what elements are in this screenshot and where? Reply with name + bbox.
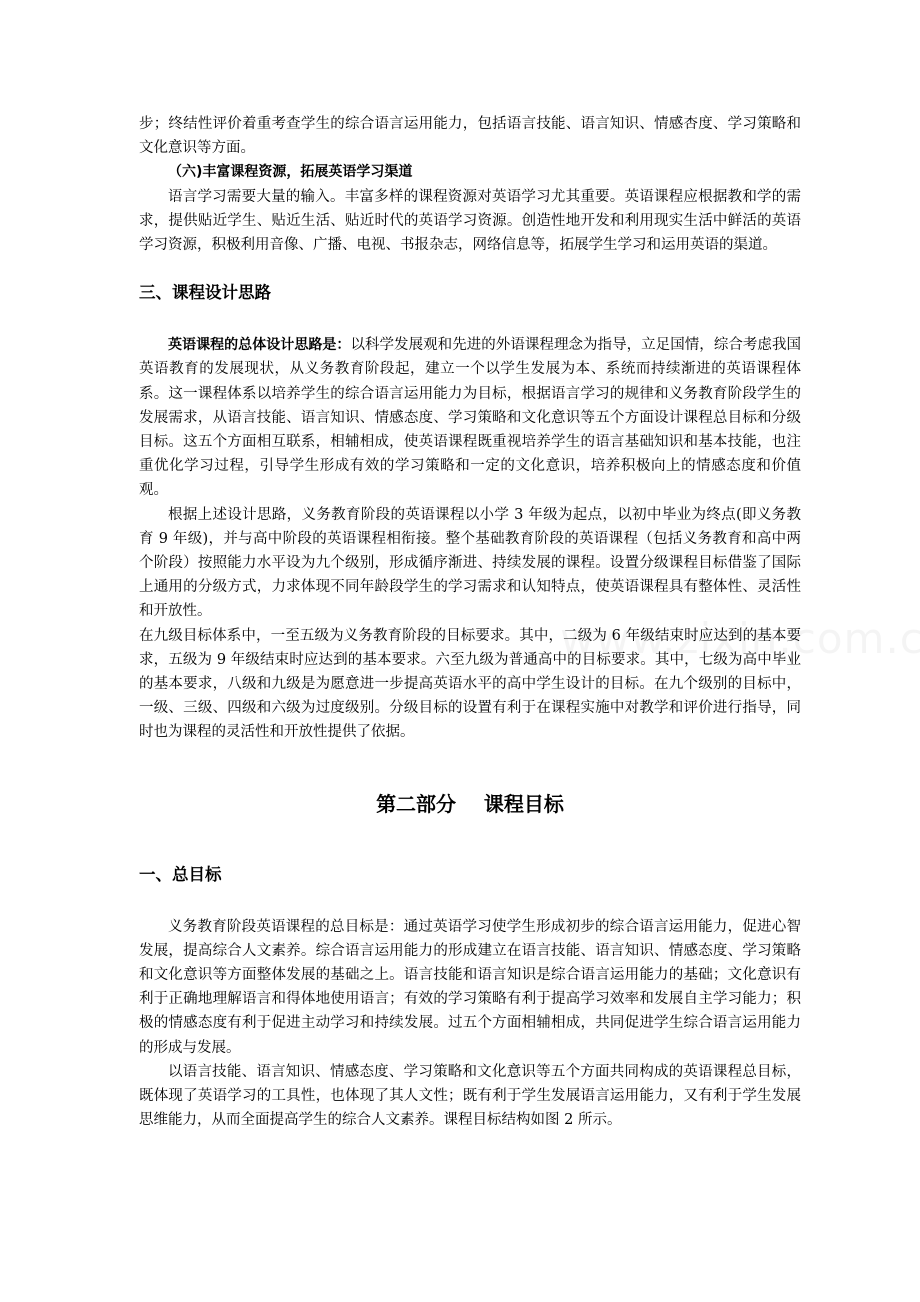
- paragraph-nine-levels: 在九级目标体系中，一至五级为义务教育阶段的目标要求。其中，二级为 6 年级结束时应达到的基本要求，五级为 9 年级结束时应达到的基本要求。六至九级为普通高中的目标要求。其中，七级为高中毕业的基本要求，八级和九级是为愿意进一步提高英语水平的高中学生设计的目标。在九个级别的目标中，一级、三级、四级和六级为过度级别。分级目标的设置有利于在课程实施中对教学和评价进行指导，同时也为课程的灵活性和开放性提供了依据。: [139, 627, 801, 741]
- section-heading-general-goal: 一、总目标: [139, 864, 222, 884]
- document-body: [139, 112, 801, 1133]
- subheading-six: [139, 160, 801, 184]
- section-heading-design: 三、课程设计思路: [139, 283, 271, 303]
- paragraph-goal-structure: 以语言技能、语言知识、情感态度、学习策略和文化意识等五个方面共同构成的英语课程总目标，既体现了英语学习的工具性，也体现了其人文性；既有利于学生发展语言运用能力，又有利于学生发展思维能力，从而全面提高学生的综合人文素养。课程目标结构如图 2 所示。: [139, 1063, 801, 1129]
- design-lead-bold: 英语课程的总体设计思路是：: [168, 337, 351, 354]
- design-lead-rest: 以科学发展观和先进的外语课程理念为指导，立足国情，综合考虑我国英语教育的发展现状，从义务教育阶段起，建立一个以学生发展为本、系统而持续渐进的英语课程体系。这一课程体系以培养学生的综合语言运用能力为目标，根据语言学习的规律和义务教育阶段学生的发展需求，从语言技能、语言知识、情感态度、学习策略和文化意识等五个方面设计课程总目标和分级目标。这五个方面相互联系，相辅相成，使英语课程既重视培养学生的语言基础知识和基本技能，也注重优化学习过程，引导学生形成有效的学习策略和一定的文化意识，培养积极向上的情感态度和价值观。: [139, 337, 801, 499]
- paragraph-general-goal: 义务教育阶段英语课程的总目标是：通过英语学习使学生形成初步的综合语言运用能力，促进心智发展，提高综合人文素养。综合语言运用能力的形成建立在语言技能、语言知识、情感态度、学习策略和文化意识等方面整体发展的基础之上。语言技能和语言知识是综合语言运用能力的基础；文化意识有利于正确地理解语言和得体地使用语言；有效的学习策略有利于提高学习效率和发展自主学习能力；积极的情感态度有利于促进主动学习和持续发展。过五个方面相辅相成，共同促进学生综合语言运用能力的形成与发展。: [139, 918, 801, 1056]
- paragraph-evaluation-continued: 步；终结性评价着重考查学生的综合语言运用能力，包括语言技能、语言知识、情感杏度、学习策略和文化意识等方面。: [139, 116, 801, 157]
- paragraph-design-levels: 根据上述设计思路，义务教育阶段的英语课程以小学 3 年级为起点，以初中毕业为终点(即义务教育 9 年级)，并与高中阶段的英语课程相衔接。整个基础教育阶段的英语课程（包括义务教育和高中两个阶段）按照能力水平设为九个级别，形成循序渐进、持续发展的课程。设置分级课程目标借鉴了国际上通用的分级方式，力求体现不同年龄段学生的学习需求和认知特点，使英语课程具有整体性、灵活性和开放性。: [139, 506, 801, 620]
- subheading-six-text: （六)丰富课程资源，拓展英语学习渠道: [168, 164, 413, 181]
- paragraph-course-resources: 语言学习需要大量的输入。丰富多样的课程资源对英语学习尤其重要。英语课程应根据教和学的需求，提供贴近学生、贴近生活、贴近时代的英语学习资源。创造性地开发和利用现实生活中鲜活的英语学习资源，积极利用音像、广播、电视、书报杂志，网络信息等，拓展学生学习和运用英语的渠道。: [139, 188, 801, 254]
- part-two-heading: 第二部分 课程目标: [376, 791, 564, 816]
- paragraph-design-overview: [139, 333, 801, 502]
